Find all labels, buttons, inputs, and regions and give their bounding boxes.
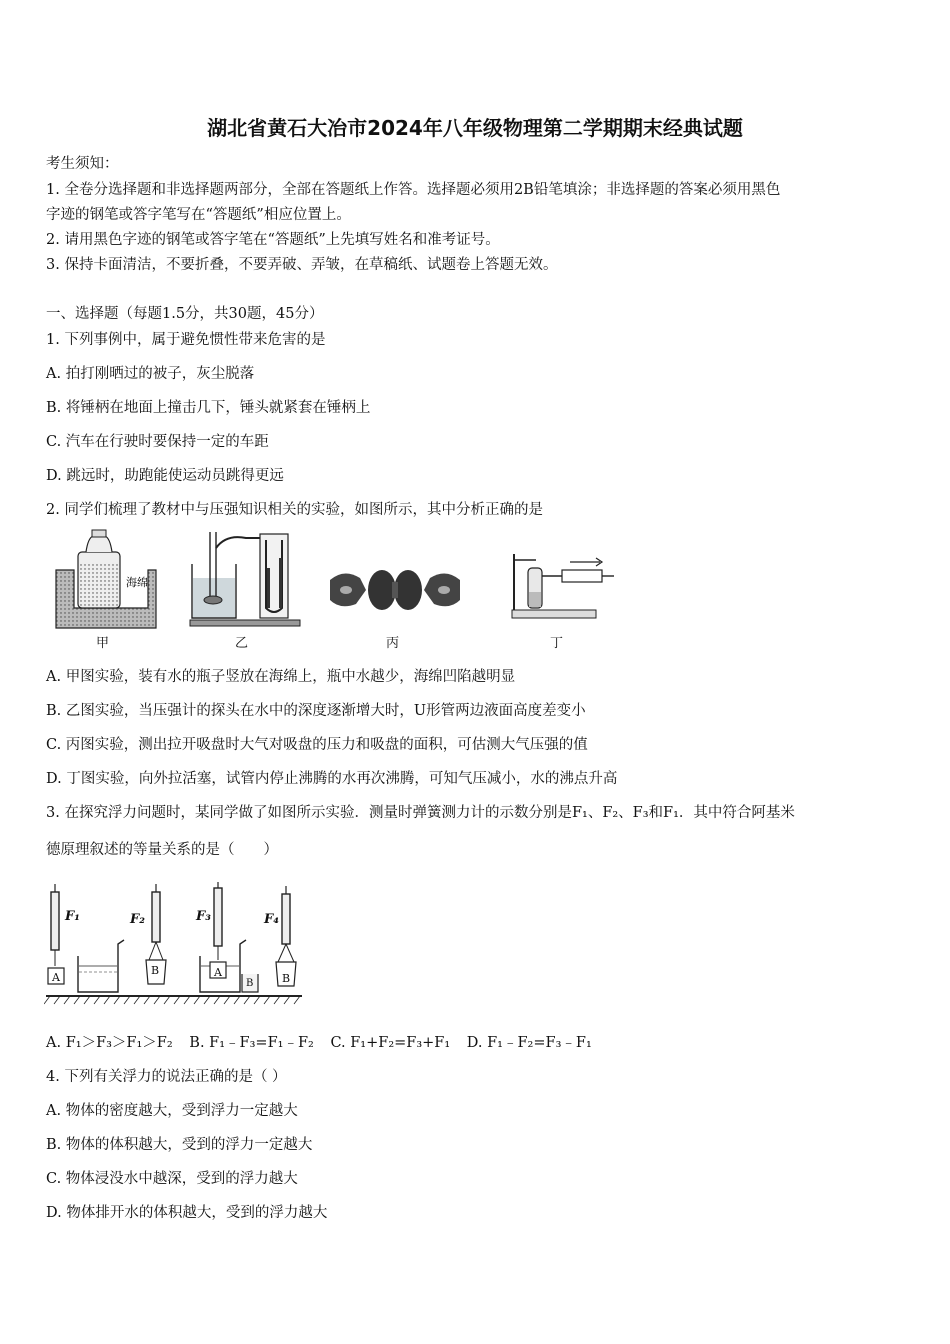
option: B. 乙图实验，当压强计的探头在水中的深度逐渐增大时，U形管两边液面高度差变小 xyxy=(46,703,586,719)
figure-bing-suction-cups xyxy=(326,560,464,620)
question-stem: 4. 下列有关浮力的说法正确的是（ ） xyxy=(46,1069,287,1085)
notice-line: 1. 全卷分选择题和非选择题两部分，全部在答题纸上作答。选择题必须用2B铅笔填涂；非选择题的答案必须用黑色 xyxy=(46,182,781,198)
block-label: A xyxy=(52,971,60,984)
notice-heading: 考生须知： xyxy=(46,156,119,172)
option: B. 将锤柄在地面上撞击几下，锤头就紧套在锤柄上 xyxy=(46,400,371,416)
page-title: 湖北省黄石大冶市2024年八年级物理第二学期期末经典试题 xyxy=(207,116,743,140)
notice-line: 3. 保持卡面清洁，不要折叠，不要弄破、弄皱，在草稿纸、试题卷上答题无效。 xyxy=(46,257,558,273)
force-label: F₃ xyxy=(196,909,211,924)
notice-line: 2. 请用黑色字迹的钢笔或答字笔在“答题纸”上先填写姓名和准考证号。 xyxy=(46,232,500,248)
option: A. 物体的密度越大，受到浮力一定越大 xyxy=(46,1103,298,1119)
block-label: B xyxy=(246,978,254,989)
block-label: B xyxy=(282,972,291,985)
option: D. 物体排开水的体积越大，受到的浮力越大 xyxy=(46,1205,328,1221)
question-stem: 2. 同学们梳理了教材中与压强知识相关的实验，如图所示，其中分析正确的是 xyxy=(46,502,543,518)
option: C. 物体浸没水中越深，受到的浮力越大 xyxy=(46,1171,298,1187)
figure-caption: 乙 xyxy=(235,636,249,651)
option: D. 跳远时，助跑能使运动员跳得更远 xyxy=(46,468,284,484)
force-label: F₂ xyxy=(130,912,145,927)
option: A. 拍打刚晒过的被子，灰尘脱落 xyxy=(46,366,255,382)
force-label: F₁ xyxy=(65,909,80,924)
question-stem: 1. 下列事例中，属于避免惯性带来危害的是 xyxy=(46,332,326,348)
question-stem: 3. 在探究浮力问题时，某同学做了如图所示实验．测量时弹簧测力计的示数分别是F₁、F₂、F₃和F₁．其中符合阿基米 xyxy=(46,805,795,821)
figure-caption: 甲 xyxy=(96,636,110,651)
sponge-label: 海绵 xyxy=(126,576,148,589)
block-label: A xyxy=(214,966,222,979)
option: C. 丙图实验，测出拉开吸盘时大气对吸盘的压力和吸盘的面积，可估测大气压强的值 xyxy=(46,737,588,753)
option: B. 物体的体积越大，受到的浮力一定越大 xyxy=(46,1137,313,1153)
option: C. F₁+F₂=F₃+F₁ xyxy=(330,1035,451,1051)
question-stem: 德原理叙述的等量关系的是（ ） xyxy=(46,842,278,858)
option: C. 汽车在行驶时要保持一定的车距 xyxy=(46,434,269,450)
figure-jia-bottle-on-sponge xyxy=(52,528,162,630)
option: A. 甲图实验，装有水的瓶子竖放在海绵上，瓶中水越少，海绵凹陷越明显 xyxy=(46,669,516,685)
option: A. F₁＞F₃＞F₁＞F₂ xyxy=(46,1035,173,1051)
options-row xyxy=(46,1031,604,1052)
force-label: F₄ xyxy=(264,912,279,927)
figure-caption: 丁 xyxy=(550,636,564,651)
figure-ding-syringe xyxy=(500,546,618,628)
section-heading: 一、选择题（每题1.5分，共30题，45分） xyxy=(46,306,324,322)
figure-yi-pressure-gauge xyxy=(186,528,304,630)
figure-caption: 丙 xyxy=(386,636,400,651)
figure-buoyancy-experiment xyxy=(44,878,304,1008)
block-label: B xyxy=(151,964,160,977)
option: D. 丁图实验，向外拉活塞，试管内停止沸腾的水再次沸腾，可知气压减小，水的沸点升高 xyxy=(46,771,618,787)
notice-line: 字迹的钢笔或答字笔写在“答题纸”相应位置上。 xyxy=(46,207,351,223)
option: B. F₁﹣F₃=F₁﹣F₂ xyxy=(189,1035,314,1051)
option: D. F₁﹣F₂=F₃﹣F₁ xyxy=(466,1035,592,1051)
